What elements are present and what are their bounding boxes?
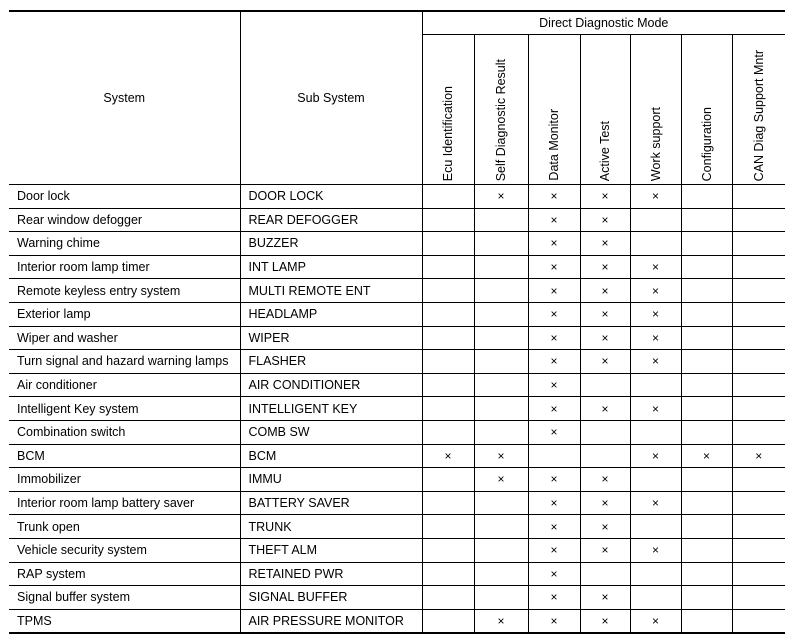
support-mark-cell bbox=[422, 279, 474, 303]
support-mark-cell: × bbox=[630, 538, 681, 562]
support-mark-cell bbox=[732, 302, 785, 326]
support-mark-cell: × bbox=[528, 468, 580, 492]
support-mark-cell: × bbox=[528, 326, 580, 350]
support-mark-cell bbox=[422, 373, 474, 397]
mode-header-self-diagnostic-result: Self Diagnostic Result bbox=[474, 35, 528, 185]
support-mark-cell bbox=[630, 515, 681, 539]
support-mark-cell bbox=[732, 538, 785, 562]
table-row bbox=[9, 185, 785, 209]
support-mark-cell bbox=[681, 326, 732, 350]
table-row bbox=[9, 491, 785, 515]
system-cell: TPMS bbox=[9, 609, 240, 633]
support-mark-cell bbox=[474, 255, 528, 279]
support-mark-cell: × bbox=[580, 302, 630, 326]
support-mark-cell: × bbox=[580, 279, 630, 303]
subsystem-cell: DOOR LOCK bbox=[240, 185, 422, 209]
subsystem-cell: WIPER bbox=[240, 326, 422, 350]
support-mark-cell bbox=[681, 232, 732, 256]
system-cell: Air conditioner bbox=[9, 373, 240, 397]
system-cell: Rear window defogger bbox=[9, 208, 240, 232]
system-cell: Combination switch bbox=[9, 420, 240, 444]
mode-header-data-monitor: Data Monitor bbox=[528, 35, 580, 185]
support-mark-cell: × bbox=[630, 444, 681, 468]
support-mark-cell bbox=[422, 255, 474, 279]
support-mark-cell bbox=[422, 232, 474, 256]
support-mark-cell: × bbox=[528, 185, 580, 209]
support-mark-cell bbox=[474, 538, 528, 562]
support-mark-cell bbox=[681, 397, 732, 421]
table-row bbox=[9, 373, 785, 397]
system-column-header: System bbox=[9, 11, 240, 185]
support-mark-cell bbox=[681, 208, 732, 232]
support-mark-cell bbox=[630, 208, 681, 232]
support-mark-cell bbox=[732, 208, 785, 232]
support-mark-cell: × bbox=[630, 350, 681, 374]
support-mark-cell bbox=[732, 185, 785, 209]
support-mark-cell bbox=[474, 279, 528, 303]
subsystem-cell: BATTERY SAVER bbox=[240, 491, 422, 515]
support-mark-cell bbox=[422, 609, 474, 633]
subsystem-cell: INT LAMP bbox=[240, 255, 422, 279]
support-mark-cell bbox=[681, 255, 732, 279]
support-mark-cell bbox=[681, 185, 732, 209]
support-mark-cell bbox=[681, 491, 732, 515]
system-cell: Trunk open bbox=[9, 515, 240, 539]
support-mark-cell: × bbox=[630, 279, 681, 303]
system-cell: BCM bbox=[9, 444, 240, 468]
support-mark-cell: × bbox=[580, 232, 630, 256]
table-row bbox=[9, 538, 785, 562]
support-mark-cell: × bbox=[528, 279, 580, 303]
table-row bbox=[9, 586, 785, 610]
support-mark-cell bbox=[681, 279, 732, 303]
support-mark-cell bbox=[422, 515, 474, 539]
support-mark-cell: × bbox=[580, 255, 630, 279]
table-row bbox=[9, 420, 785, 444]
support-mark-cell bbox=[681, 420, 732, 444]
table-row bbox=[9, 232, 785, 256]
support-mark-cell: × bbox=[580, 538, 630, 562]
support-mark-cell bbox=[422, 302, 474, 326]
support-mark-cell: × bbox=[580, 397, 630, 421]
support-mark-cell bbox=[422, 397, 474, 421]
system-cell: Remote keyless entry system bbox=[9, 279, 240, 303]
support-mark-cell: × bbox=[580, 350, 630, 374]
support-mark-cell bbox=[732, 326, 785, 350]
subsystem-column-header: Sub System bbox=[240, 11, 422, 185]
support-mark-cell: × bbox=[580, 491, 630, 515]
support-mark-cell: × bbox=[528, 538, 580, 562]
support-mark-cell bbox=[630, 562, 681, 586]
support-mark-cell bbox=[528, 444, 580, 468]
support-mark-cell bbox=[732, 232, 785, 256]
support-mark-cell bbox=[422, 562, 474, 586]
table-row bbox=[9, 350, 785, 374]
support-mark-cell: × bbox=[528, 586, 580, 610]
support-mark-cell: × bbox=[474, 609, 528, 633]
support-mark-cell: × bbox=[630, 326, 681, 350]
support-mark-cell: × bbox=[528, 373, 580, 397]
support-mark-cell bbox=[732, 515, 785, 539]
support-mark-cell bbox=[580, 562, 630, 586]
support-mark-cell bbox=[630, 373, 681, 397]
support-mark-cell bbox=[732, 373, 785, 397]
support-mark-cell bbox=[422, 350, 474, 374]
support-mark-cell bbox=[474, 208, 528, 232]
support-mark-cell: × bbox=[580, 468, 630, 492]
subsystem-cell: AIR PRESSURE MONITOR bbox=[240, 609, 422, 633]
mode-header-ecu-identification: Ecu Identification bbox=[422, 35, 474, 185]
subsystem-cell: REAR DEFOGGER bbox=[240, 208, 422, 232]
support-mark-cell bbox=[422, 185, 474, 209]
subsystem-cell: BCM bbox=[240, 444, 422, 468]
support-mark-cell bbox=[681, 373, 732, 397]
support-mark-cell: × bbox=[580, 326, 630, 350]
support-mark-cell bbox=[474, 515, 528, 539]
table-row bbox=[9, 468, 785, 492]
support-mark-cell: × bbox=[732, 444, 785, 468]
support-mark-cell: × bbox=[528, 208, 580, 232]
system-cell: Door lock bbox=[9, 185, 240, 209]
support-mark-cell bbox=[732, 255, 785, 279]
support-mark-cell bbox=[474, 373, 528, 397]
support-mark-cell bbox=[422, 538, 474, 562]
support-mark-cell bbox=[732, 562, 785, 586]
table-row bbox=[9, 562, 785, 586]
mode-header-can-diag-support-mntr: CAN Diag Support Mntr bbox=[732, 35, 785, 185]
support-mark-cell bbox=[681, 302, 732, 326]
support-mark-cell: × bbox=[681, 444, 732, 468]
support-mark-cell bbox=[580, 373, 630, 397]
support-mark-cell bbox=[474, 350, 528, 374]
table-row bbox=[9, 397, 785, 421]
support-mark-cell bbox=[474, 302, 528, 326]
support-mark-cell bbox=[732, 397, 785, 421]
support-mark-cell bbox=[474, 586, 528, 610]
system-cell: Warning chime bbox=[9, 232, 240, 256]
support-mark-cell: × bbox=[630, 302, 681, 326]
support-mark-cell: × bbox=[580, 208, 630, 232]
support-mark-cell: × bbox=[630, 491, 681, 515]
support-mark-cell bbox=[681, 515, 732, 539]
direct-diagnostic-mode-header: Direct Diagnostic Mode bbox=[422, 11, 785, 35]
table-row bbox=[9, 444, 785, 468]
mode-header-active-test: Active Test bbox=[580, 35, 630, 185]
support-mark-cell: × bbox=[474, 444, 528, 468]
support-mark-cell bbox=[422, 326, 474, 350]
support-mark-cell bbox=[580, 444, 630, 468]
support-mark-cell: × bbox=[630, 185, 681, 209]
subsystem-cell: IMMU bbox=[240, 468, 422, 492]
subsystem-cell: THEFT ALM bbox=[240, 538, 422, 562]
system-cell: Signal buffer system bbox=[9, 586, 240, 610]
support-mark-cell bbox=[422, 468, 474, 492]
support-mark-cell: × bbox=[580, 185, 630, 209]
support-mark-cell: × bbox=[528, 350, 580, 374]
support-mark-cell bbox=[681, 609, 732, 633]
subsystem-cell: HEADLAMP bbox=[240, 302, 422, 326]
mode-header-work-support: Work support bbox=[630, 35, 681, 185]
table-row bbox=[9, 255, 785, 279]
support-mark-cell bbox=[474, 326, 528, 350]
support-mark-cell bbox=[732, 279, 785, 303]
support-mark-cell bbox=[681, 562, 732, 586]
support-mark-cell bbox=[732, 586, 785, 610]
support-mark-cell bbox=[732, 350, 785, 374]
table-row bbox=[9, 208, 785, 232]
system-cell: Interior room lamp battery saver bbox=[9, 491, 240, 515]
diagnostic-mode-table bbox=[9, 10, 785, 634]
support-mark-cell: × bbox=[630, 255, 681, 279]
support-mark-cell: × bbox=[528, 609, 580, 633]
system-cell: RAP system bbox=[9, 562, 240, 586]
support-mark-cell bbox=[422, 208, 474, 232]
support-mark-cell: × bbox=[580, 609, 630, 633]
support-mark-cell: × bbox=[580, 515, 630, 539]
table-row bbox=[9, 609, 785, 633]
subsystem-cell: TRUNK bbox=[240, 515, 422, 539]
support-mark-cell bbox=[681, 468, 732, 492]
support-mark-cell: × bbox=[580, 586, 630, 610]
support-mark-cell: × bbox=[474, 185, 528, 209]
support-mark-cell: × bbox=[630, 397, 681, 421]
support-mark-cell bbox=[474, 562, 528, 586]
table-row bbox=[9, 302, 785, 326]
support-mark-cell bbox=[732, 420, 785, 444]
support-mark-cell bbox=[630, 586, 681, 610]
support-mark-cell: × bbox=[528, 420, 580, 444]
support-mark-cell: × bbox=[528, 491, 580, 515]
support-mark-cell bbox=[474, 232, 528, 256]
support-mark-cell: × bbox=[528, 255, 580, 279]
support-mark-cell: × bbox=[528, 562, 580, 586]
support-mark-cell bbox=[630, 468, 681, 492]
system-cell: Exterior lamp bbox=[9, 302, 240, 326]
support-mark-cell bbox=[732, 468, 785, 492]
support-mark-cell bbox=[681, 350, 732, 374]
subsystem-cell: MULTI REMOTE ENT bbox=[240, 279, 422, 303]
support-mark-cell bbox=[580, 420, 630, 444]
support-mark-cell: × bbox=[528, 232, 580, 256]
system-cell: Vehicle security system bbox=[9, 538, 240, 562]
table-row bbox=[9, 326, 785, 350]
support-mark-cell bbox=[630, 420, 681, 444]
support-mark-cell: × bbox=[474, 468, 528, 492]
support-mark-cell bbox=[422, 491, 474, 515]
subsystem-cell: INTELLIGENT KEY bbox=[240, 397, 422, 421]
support-mark-cell: × bbox=[528, 515, 580, 539]
system-cell: Intelligent Key system bbox=[9, 397, 240, 421]
support-mark-cell bbox=[630, 232, 681, 256]
support-mark-cell bbox=[732, 609, 785, 633]
subsystem-cell: COMB SW bbox=[240, 420, 422, 444]
support-mark-cell bbox=[422, 586, 474, 610]
table-row bbox=[9, 279, 785, 303]
subsystem-cell: BUZZER bbox=[240, 232, 422, 256]
subsystem-cell: FLASHER bbox=[240, 350, 422, 374]
support-mark-cell bbox=[474, 420, 528, 444]
system-cell: Turn signal and hazard warning lamps bbox=[9, 350, 240, 374]
support-mark-cell: × bbox=[422, 444, 474, 468]
system-cell: Wiper and washer bbox=[9, 326, 240, 350]
subsystem-cell: SIGNAL BUFFER bbox=[240, 586, 422, 610]
subsystem-cell: AIR CONDITIONER bbox=[240, 373, 422, 397]
system-cell: Interior room lamp timer bbox=[9, 255, 240, 279]
support-mark-cell bbox=[681, 538, 732, 562]
support-mark-cell: × bbox=[528, 397, 580, 421]
support-mark-cell bbox=[732, 491, 785, 515]
support-mark-cell bbox=[422, 420, 474, 444]
support-mark-cell bbox=[681, 586, 732, 610]
support-mark-cell: × bbox=[528, 302, 580, 326]
support-mark-cell: × bbox=[630, 609, 681, 633]
subsystem-cell: RETAINED PWR bbox=[240, 562, 422, 586]
support-mark-cell bbox=[474, 491, 528, 515]
mode-header-configuration: Configuration bbox=[681, 35, 732, 185]
table-body bbox=[9, 185, 785, 634]
system-cell: Immobilizer bbox=[9, 468, 240, 492]
support-mark-cell bbox=[474, 397, 528, 421]
table-row bbox=[9, 515, 785, 539]
